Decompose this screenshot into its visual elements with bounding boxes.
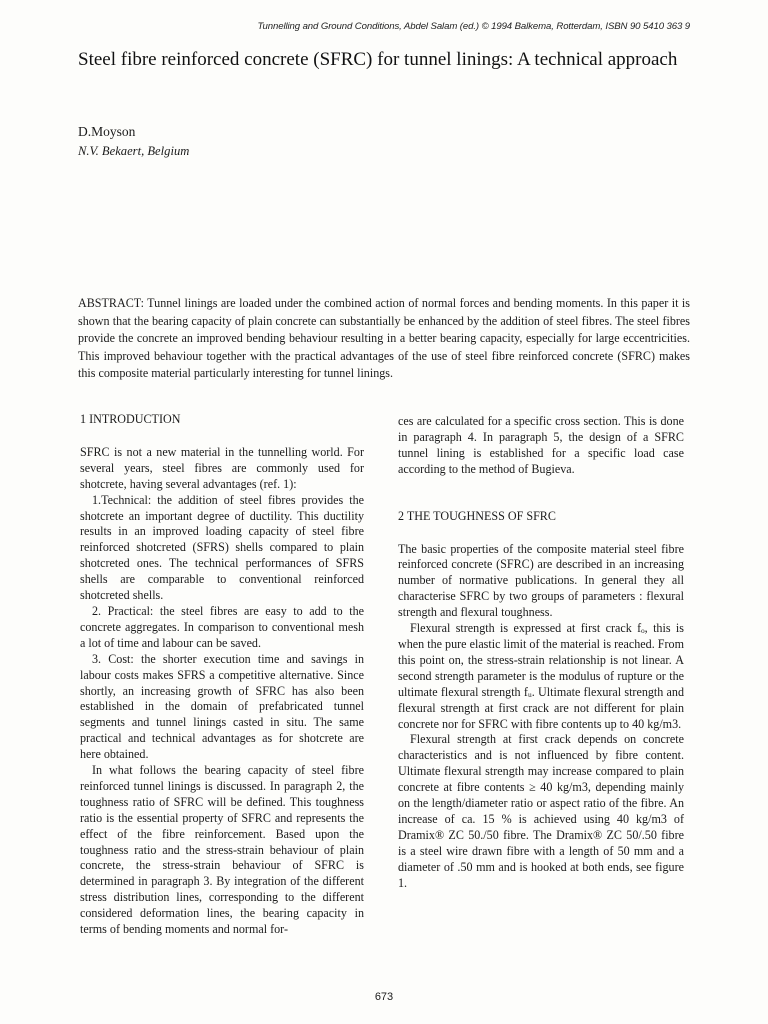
paragraph: 1.Technical: the addition of steel fibres provides the shotcrete an important degree of ductility. This ductility results in an improved loading capacity of steel fibre reinforced shotcreted (SFRS) shells compared to plain shotcreted ones. The technical performances of SFRS shells are comparable to conventional reinforced shotcreted shells.: [80, 492, 364, 603]
running-header: Tunnelling and Ground Conditions, Abdel Salam (ed.) © 1994 Balkema, Rotterdam, ISBN 90 5410 363 9: [257, 21, 690, 32]
paragraph: In what follows the bearing capacity of steel fibre reinforced tunnel linings is discussed. In paragraph 2, the toughness ratio of SFRC will be defined. This toughness ratio is the essential property of SFRC and represents the effect of the fibre reinforcement. Based upon the toughness ratio and the stress-strain behaviour of plain concrete, the stress-strain behaviour of SFRC is determined in paragraph 3. By integration of the different stress distribution lines, corresponding to the different considered deformation lines, the bearing capacity in terms of bending moments and normal for-: [80, 763, 364, 937]
paragraph: The basic properties of the composite material steel fibre reinforced concrete (SFRC) are described in an increasing number of normative publications. In general they all characterise SFRC by two groups of parameters : flexural strength and flexural toughness.: [398, 541, 684, 620]
paragraph: Flexural strength is expressed at first crack fₒ, this is when the pure elastic limit of the material is reached. From this point on, the stress-strain relationship is not linear. A second strength parameter is the modulus of rupture or the ultimate flexural strength fᵤ. Ultimate flexural strength and flexural strength at first crack are not different for plain concrete nor for SFRC with fibre contents up to 40 kg/m3.: [398, 621, 684, 731]
paragraph: 3. Cost: the shorter execution time and savings in labour costs makes SFRS a competitive alternative. Since shortly, an increasing growth of SFRC has also been established in the domain of prefabricated tunnel segments and tunnel linings casted in situ. The same practical and technical advantages as for shotcrete are here obtained.: [80, 651, 364, 762]
spacer: [398, 525, 684, 542]
paragraph: Flexural strength at first crack depends on concrete characteristics and is not influenced by fibre content. Ultimate flexural strength may increase compared to plain concrete at fibre contents ≥ 40 kg/m3, depending mainly on the length/diameter ratio or aspect ratio of the fibre. An increase of ca. 15 % is achieved using 40 kg/m3 of Dramix® ZC 50./50 fibre. The Dramix® ZC 50/.50 fibre is a steel wire drawn fibre with a length of 50 mm and a diameter of .50 mm and is hooked at both ends, see figure 1.: [398, 732, 684, 890]
abstract: ABSTRACT: Tunnel linings are loaded under the combined action of normal forces and bending moments. In this paper it is shown that the bearing capacity of plain concrete can substantially be enhanced by the addition of steel fibres. The steel fibres provide the concrete an improved bending behaviour resulting in a better bearing capacity, especially for large eccentricities. This improved behaviour together with the practical advantages of the use of steel fibre reinforced concrete (SFRC) makes this composite material particularly interesting for tunnel linings.: [78, 296, 690, 381]
section-heading-toughness: 2 THE TOUGHNESS OF SFRC: [398, 508, 556, 523]
paper-title: Steel fibre reinforced concrete (SFRC) for tunnel linings: A technical approach: [78, 49, 678, 70]
section-heading-introduction: 1 INTRODUCTION: [80, 412, 181, 426]
paragraph: 2. Practical: the steel fibres are easy to add to the concrete aggregates. In comparison to conventional mesh a lot of time and labour can be saved.: [80, 603, 364, 650]
paragraph: SFRC is not a new material in the tunnelling world. For several years, steel fibres are commonly used for shotcrete, having several advantages (ref. 1):: [80, 444, 364, 491]
author-affiliation: N.V. Bekaert, Belgium: [78, 144, 190, 158]
author-name: D.Moyson: [78, 124, 136, 139]
paragraph-continued: ces are calculated for a specific cross section. This is done in paragraph 4. In paragraph 5, the design of a SFRC tunnel lining is established for a specific load case according to the method of Bugieva.: [398, 414, 684, 476]
left-column: [80, 412, 364, 938]
spacer: [80, 428, 364, 445]
right-column: [398, 414, 684, 891]
page-number: 673: [374, 991, 394, 1003]
spacer: [398, 478, 684, 509]
